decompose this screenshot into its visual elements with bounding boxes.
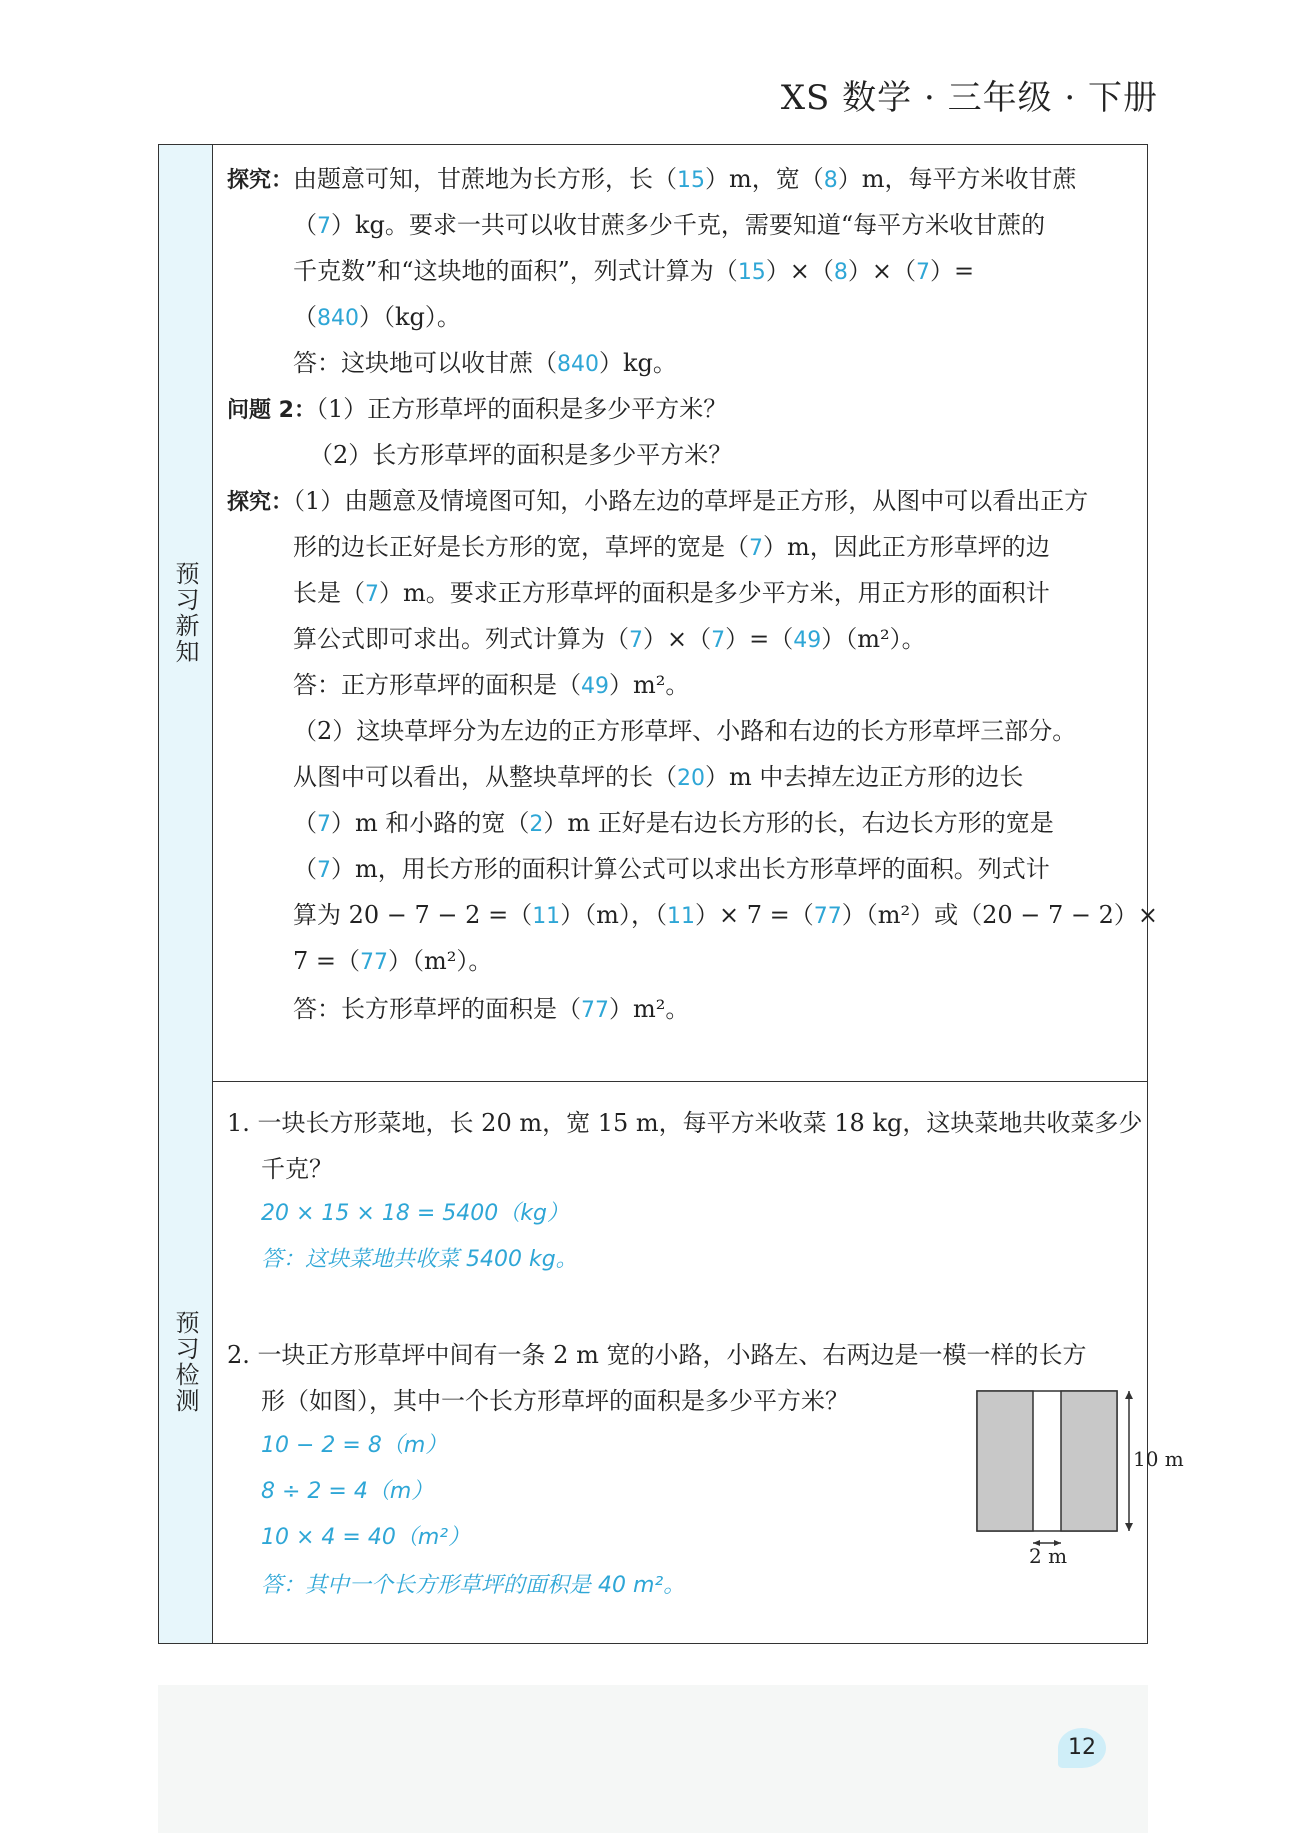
explore2-answer2: 答：长方形草坪的面积是（77）m²。 — [293, 995, 690, 1023]
problem2-line2: 形（如图），其中一个长方形草坪的面积是多少平方米？ — [261, 1387, 849, 1415]
problem2-answer: 答：其中一个长方形草坪的面积是 40 m²。 — [261, 1573, 686, 1598]
explore1-line2: （7）kg。要求一共可以收甘蔗多少千克，需要知道“每平方米收甘蔗的 — [293, 211, 1046, 239]
explore2-line3: 长是（7）m。要求正方形草坪的面积是多少平方米，用正方形的面积计 — [293, 579, 1050, 607]
content-frame — [158, 144, 1184, 1644]
explore2-line1: 探究：（1）由题意及情境图可知，小路左边的草坪是正方形，从图中可以看出正方 — [227, 487, 1089, 515]
explore2-line11: 7 =（77）（m²）。 — [293, 947, 493, 975]
fig-height-label: 10 m — [1133, 1447, 1184, 1471]
side-label-2: 预习检测 — [159, 1081, 213, 1643]
explore1-answer: 答：这块地可以收甘蔗（840）kg。 — [293, 349, 677, 377]
lawn-path-diagram — [967, 1381, 1184, 1568]
problem1-answer: 答：这块菜地共收菜 5400 kg。 — [261, 1247, 578, 1272]
explore2-line7: 从图中可以看出，从整块草坪的长（20）m 中去掉左边正方形的边长 — [293, 763, 1024, 791]
fig-path-label: 2 m — [1029, 1544, 1068, 1568]
problem2-work2: 8 ÷ 2 = 4（m） — [261, 1479, 434, 1504]
footer-band — [158, 1685, 1148, 1833]
problem2-line1: 2. 一块正方形草坪中间有一条 2 m 宽的小路，小路左、右两边是一模一样的长方 — [227, 1341, 1087, 1369]
explore2-line2: 形的边长正好是长方形的宽，草坪的宽是（7）m，因此正方形草坪的边 — [293, 533, 1050, 561]
explore2-line8: （7）m 和小路的宽（2）m 正好是右边长方形的长，右边长方形的宽是 — [293, 809, 1054, 837]
problem1-line2: 千克？ — [261, 1155, 333, 1183]
section-preview-test — [159, 1081, 1184, 1643]
section-preview-knowledge — [159, 145, 1159, 1082]
explore2-line9: （7）m，用长方形的面积计算公式可以求出长方形草坪的面积。列式计 — [293, 855, 1050, 883]
problem1-work: 20 × 15 × 18 = 5400（kg） — [261, 1201, 569, 1226]
question2-line1: 问题 2：（1）正方形草坪的面积是多少平方米？ — [227, 395, 728, 423]
explore1-line4: （840）（kg）。 — [293, 303, 461, 331]
explore1-line3: 千克数”和“这块地的面积”，列式计算为（15）×（8）×（7）= — [293, 257, 975, 285]
explore2-answer1: 答：正方形草坪的面积是（49）m²。 — [293, 671, 690, 699]
problem2-work1: 10 − 2 = 8（m） — [261, 1433, 448, 1458]
question2-line2: （2）长方形草坪的面积是多少平方米？ — [309, 441, 733, 469]
explore2-line4: 算公式即可求出。列式计算为（7）×（7）=（49）（m²）。 — [293, 625, 926, 653]
problem1-line1: 1. 一块长方形菜地，长 20 m，宽 15 m，每平方米收菜 18 kg，这块菜地共收菜多少 — [227, 1109, 1143, 1137]
explore2-line6: （2）这块草坪分为左边的正方形草坪、小路和右边的长方形草坪三部分。 — [293, 717, 1077, 745]
problem2-work3: 10 × 4 = 40（m²） — [261, 1525, 471, 1550]
explore2-line10: 算为 20 − 7 − 2 =（11）（m），（11）× 7 =（77）（m²）或（20 − 7 − 2）× — [293, 901, 1159, 929]
side-label-1: 预习新知 — [159, 145, 213, 1081]
page-header: XS 数学 · 三年级 · 下册 — [780, 78, 1158, 118]
page-number: 12 — [1058, 1728, 1106, 1768]
explore1-line1: 探究：由题意可知，甘蔗地为长方形，长（15）m，宽（8）m，每平方米收甘蔗 — [227, 165, 1077, 193]
